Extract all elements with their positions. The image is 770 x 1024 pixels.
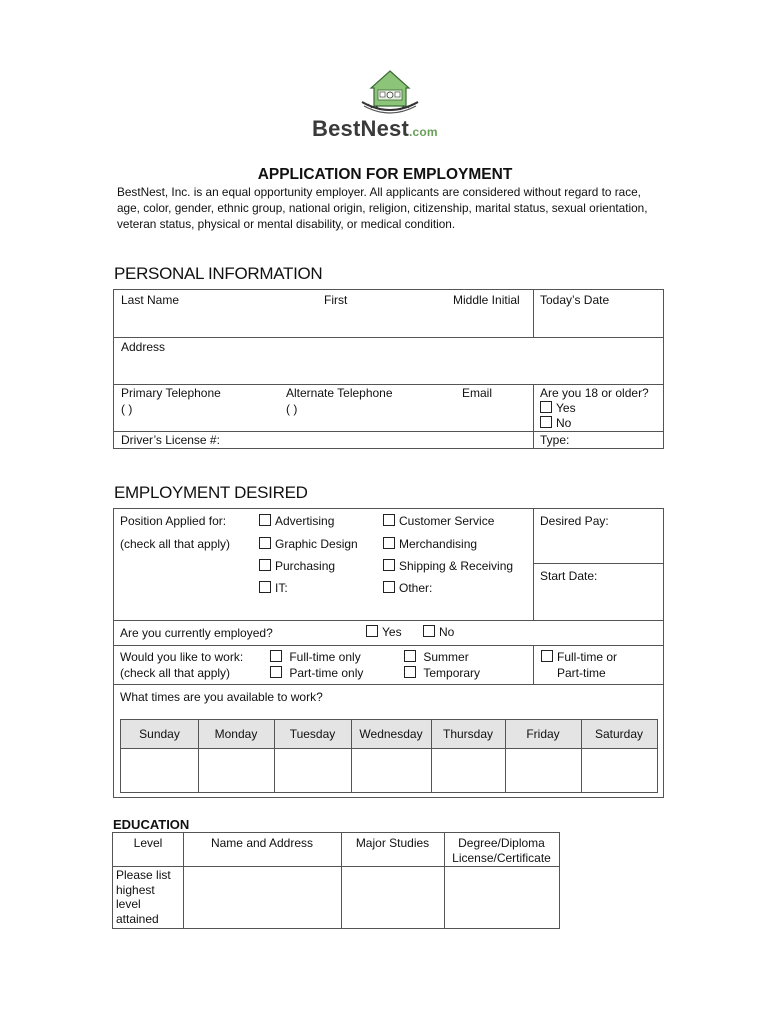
option-graphic-design[interactable] (259, 537, 358, 551)
work-check-all-label: (check all that apply) (120, 666, 231, 680)
age-no-checkbox[interactable] (540, 416, 552, 428)
day-thursday: Thursday (442, 727, 494, 741)
summer-checkbox[interactable] (404, 650, 416, 662)
col-degree: Degree/Diploma (458, 836, 545, 850)
day-sunday: Sunday (139, 727, 180, 741)
age-no-label: No (556, 416, 572, 430)
age-yes-checkbox[interactable] (540, 401, 552, 413)
middle-initial-field[interactable]: Middle Initial (453, 293, 520, 307)
temporary-checkbox[interactable] (404, 666, 416, 678)
day-friday: Friday (526, 727, 560, 741)
graphic-design-checkbox[interactable] (259, 537, 271, 549)
desired-pay-field[interactable]: Desired Pay: (540, 514, 609, 528)
employed-no-checkbox[interactable] (423, 625, 435, 637)
alternate-phone-area-code: ( ) (286, 402, 298, 416)
employed-yes-option[interactable] (366, 625, 402, 639)
fulltime-or-label: Full-time or (557, 650, 618, 664)
purchasing-label: Purchasing (275, 559, 336, 573)
option-it[interactable] (259, 581, 288, 595)
page-title: APPLICATION FOR EMPLOYMENT (257, 166, 513, 183)
option-summer[interactable] (404, 650, 469, 664)
advertising-label: Advertising (275, 514, 335, 528)
education-degree-cell[interactable] (445, 867, 559, 928)
last-name-field[interactable]: Last Name (121, 293, 180, 307)
parttime-label: Part-time (557, 666, 606, 680)
it-checkbox[interactable] (259, 581, 271, 593)
currently-employed-question: Are you currently employed? (120, 626, 273, 640)
option-merchandising[interactable] (383, 537, 477, 551)
temporary-label: Temporary (423, 666, 481, 680)
times-available-question: What times are you available to work? (120, 690, 323, 704)
primary-phone-field[interactable]: Primary Telephone (121, 386, 221, 400)
employed-yes-label: Yes (382, 625, 402, 639)
fulltime-only-label: Full-time only (289, 650, 361, 664)
customer-service-checkbox[interactable] (383, 514, 395, 526)
section-education-heading: EDUCATION (113, 817, 190, 832)
alternate-phone-field[interactable]: Alternate Telephone (286, 386, 393, 400)
row-label-line-3: level (116, 897, 141, 911)
parttime-only-checkbox[interactable] (270, 666, 282, 678)
brand-suffix: .com (408, 125, 438, 139)
fulltime-or-parttime-checkbox[interactable] (541, 650, 553, 662)
education-name-address-cell[interactable] (184, 867, 341, 928)
day-wednesday: Wednesday (359, 727, 423, 741)
row-label-line-1: Please list (116, 868, 171, 882)
employed-no-label: No (439, 625, 455, 639)
option-customer-service[interactable] (383, 514, 494, 528)
row-label-line-4: attained (116, 912, 159, 926)
brand-text: BestNest (312, 116, 409, 141)
col-name-address: Name and Address (210, 836, 314, 850)
row-label-line-2: highest (116, 883, 155, 897)
start-date-field[interactable]: Start Date: (540, 569, 598, 583)
drivers-license-field[interactable]: Driver’s License #: (121, 433, 220, 447)
age-no-option[interactable] (540, 416, 571, 430)
merchandising-label: Merchandising (399, 537, 478, 551)
house-nest-icon (362, 71, 418, 113)
availability-grid (120, 719, 658, 793)
col-major-studies: Major Studies (355, 836, 430, 850)
age-yes-label: Yes (556, 401, 576, 415)
employed-yes-checkbox[interactable] (366, 625, 378, 637)
personal-info-table (113, 289, 664, 449)
employed-no-option[interactable] (423, 625, 454, 639)
parttime-only-label: Part-time only (289, 666, 364, 680)
employment-desired-table (113, 508, 664, 798)
intro-paragraph: BestNest, Inc. is an equal opportunity employer. All applicants are considered without regard to race, age, color, gender, ethnic group, national origin, religion, citizenship, marital status, sexual orientation, veteran status, physical or mental disability, or medical condition. (117, 185, 648, 231)
it-label: IT: (275, 581, 288, 595)
age-yes-option[interactable] (540, 401, 576, 415)
other-label: Other: (399, 581, 433, 595)
todays-date-field[interactable]: Today’s Date (540, 293, 610, 307)
fulltime-only-checkbox[interactable] (270, 650, 282, 662)
position-applied-label: Position Applied for: (120, 514, 227, 528)
email-field[interactable]: Email (462, 386, 493, 400)
option-fulltime-or-parttime[interactable] (541, 650, 617, 664)
option-purchasing[interactable] (259, 559, 335, 573)
education-major-cell[interactable] (342, 867, 444, 928)
would-like-work-label: Would you like to work: (120, 650, 244, 664)
option-fulltime-only[interactable] (270, 650, 361, 664)
day-tuesday: Tuesday (289, 727, 336, 741)
address-field[interactable]: Address (121, 340, 166, 354)
col-license: License/Certificate (452, 851, 551, 865)
age-question: Are you 18 or older? (540, 386, 649, 400)
day-monday: Monday (214, 727, 258, 741)
option-shipping-receiving[interactable] (383, 559, 513, 573)
option-temporary[interactable] (404, 666, 480, 680)
section-personal-heading: PERSONAL INFORMATION (114, 264, 323, 283)
option-other[interactable] (383, 581, 432, 595)
option-parttime-only[interactable] (270, 666, 363, 680)
first-name-field[interactable]: First (324, 293, 348, 307)
col-level: Level (133, 836, 163, 850)
day-saturday: Saturday (594, 727, 644, 741)
brand-name (312, 116, 438, 142)
customer-service-label: Customer Service (399, 514, 495, 528)
graphic-design-label: Graphic Design (275, 537, 358, 551)
purchasing-checkbox[interactable] (259, 559, 271, 571)
merchandising-checkbox[interactable] (383, 537, 395, 549)
position-check-all-label: (check all that apply) (120, 537, 231, 551)
shipping-receiving-label: Shipping & Receiving (399, 559, 514, 573)
advertising-checkbox[interactable] (259, 514, 271, 526)
other-checkbox[interactable] (383, 581, 395, 593)
shipping-receiving-checkbox[interactable] (383, 559, 395, 571)
primary-phone-area-code: ( ) (121, 402, 133, 416)
section-employment-heading: EMPLOYMENT DESIRED (114, 483, 308, 502)
summer-label: Summer (423, 650, 469, 664)
license-type-field[interactable]: Type: (540, 433, 570, 447)
education-table (112, 832, 560, 929)
option-advertising[interactable] (259, 514, 334, 528)
